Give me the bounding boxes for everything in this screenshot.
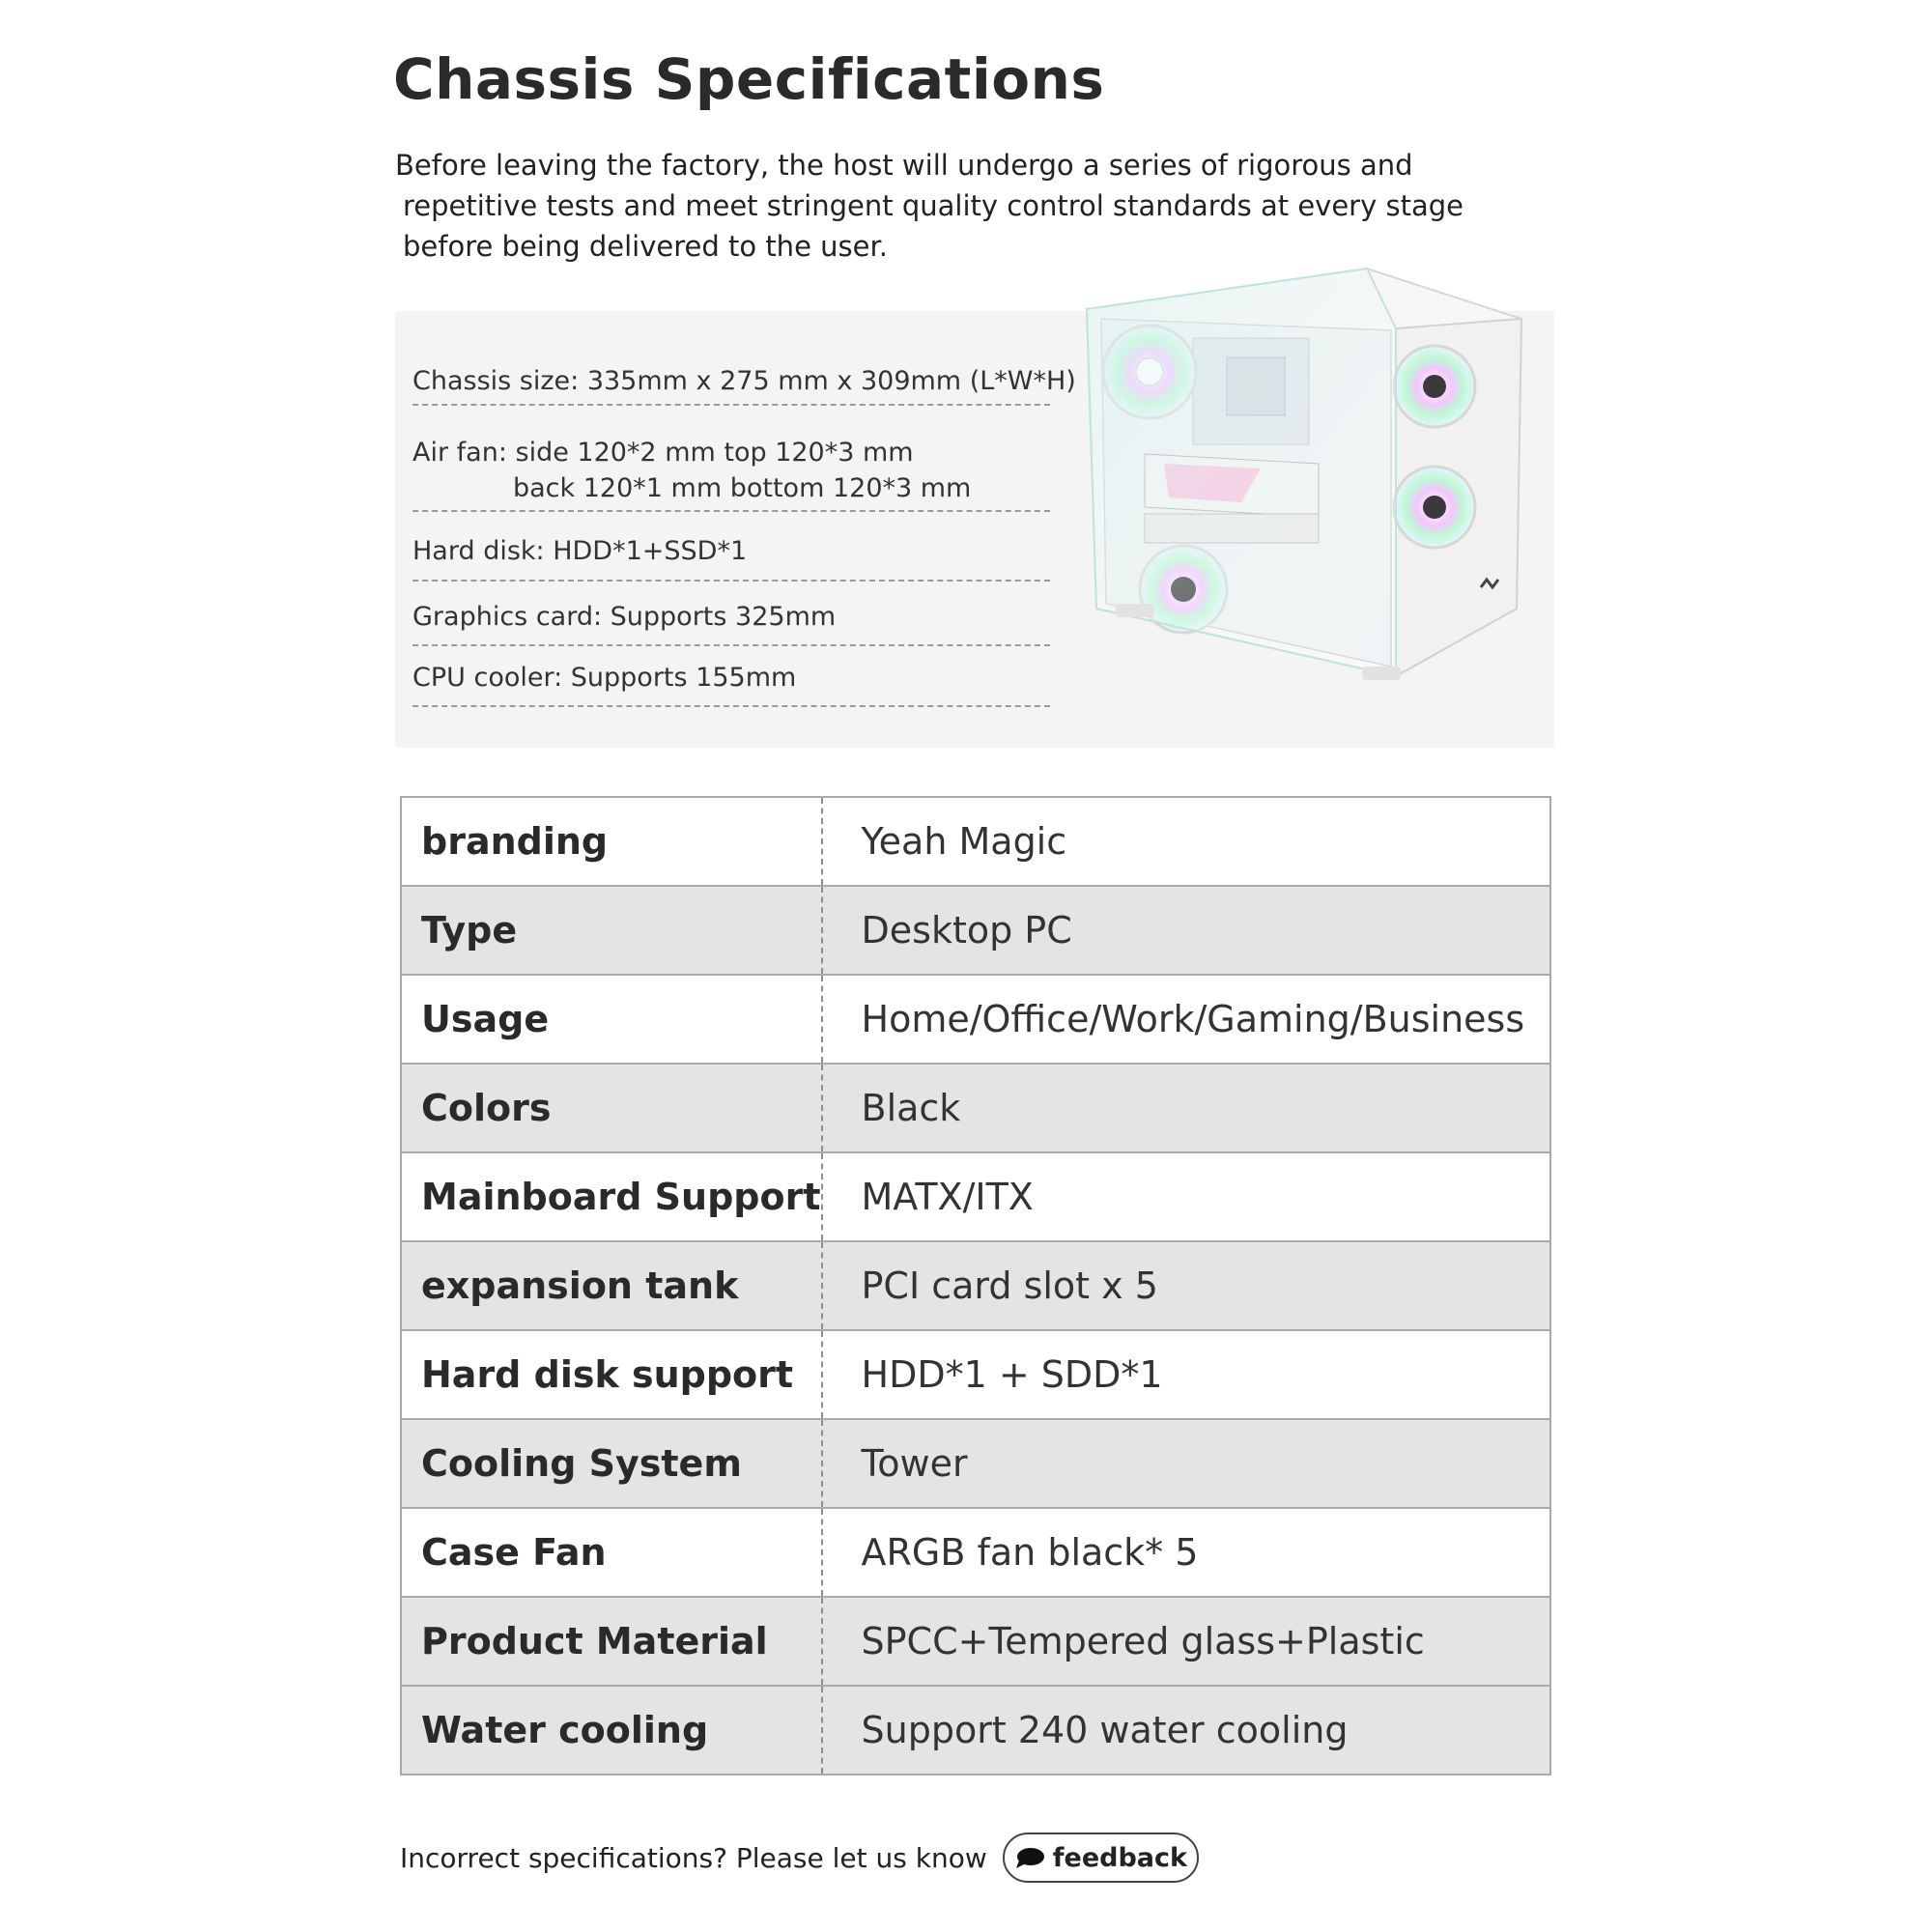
table-label: Case Fan xyxy=(401,1508,822,1597)
spec-table xyxy=(400,796,1551,1776)
table-label: Cooling System xyxy=(401,1419,822,1508)
feedback-button[interactable] xyxy=(1003,1833,1199,1883)
spec-row-graphics-card xyxy=(412,582,1050,646)
table-row xyxy=(401,1597,1550,1686)
table-row xyxy=(401,1064,1550,1152)
table-value: ARGB fan black* 5 xyxy=(822,1508,1551,1597)
spec-air-fan-line-1: Air fan: side 120*2 mm top 120*3 mm xyxy=(412,438,914,468)
table-value: Support 240 water cooling xyxy=(822,1686,1551,1775)
spec-row-cpu-cooler xyxy=(412,646,1050,707)
table-label: Usage xyxy=(401,975,822,1064)
table-value: Desktop PC xyxy=(822,886,1551,975)
feedback-footer xyxy=(400,1829,1199,1887)
intro-line-1: Before leaving the factory, the host will undergo a series of rigorous and xyxy=(395,149,1413,182)
table-row xyxy=(401,1330,1550,1419)
spec-row-hard-disk xyxy=(412,512,1050,582)
table-value: MATX/ITX xyxy=(822,1152,1551,1241)
table-label: Hard disk support xyxy=(401,1330,822,1419)
spec-summary-list xyxy=(412,340,1076,707)
spec-row-chassis-size xyxy=(412,340,1076,406)
spec-cpu-cooler: CPU cooler: Supports 155mm xyxy=(412,663,797,693)
intro-paragraph xyxy=(395,145,1506,267)
table-label: branding xyxy=(401,797,822,886)
spec-chassis-size: Chassis size: 335mm x 275 mm x 309mm (L*W*H) xyxy=(412,366,1076,396)
intro-line-2: repetitive tests and meet stringent quality control standards at every stage xyxy=(403,189,1463,222)
table-value: Tower xyxy=(822,1419,1551,1508)
table-row xyxy=(401,1508,1550,1597)
table-row xyxy=(401,975,1550,1064)
table-row xyxy=(401,1152,1550,1241)
table-label: Colors xyxy=(401,1064,822,1152)
spec-graphics-card: Graphics card: Supports 325mm xyxy=(412,602,837,632)
pc-case-image xyxy=(1077,261,1531,734)
spec-row-air-fan xyxy=(412,406,1050,512)
table-row xyxy=(401,886,1550,975)
table-label: Mainboard Support xyxy=(401,1152,822,1241)
table-value: Black xyxy=(822,1064,1551,1152)
spec-hard-disk: Hard disk: HDD*1+SSD*1 xyxy=(412,536,748,566)
table-label: expansion tank xyxy=(401,1241,822,1330)
spec-air-fan-line-2: back 120*1 mm bottom 120*3 mm xyxy=(513,473,972,503)
table-label: Water cooling xyxy=(401,1686,822,1775)
table-value: Yeah Magic xyxy=(822,797,1551,886)
table-value: PCI card slot x 5 xyxy=(822,1241,1551,1330)
table-row xyxy=(401,1686,1550,1775)
feedback-prompt: Incorrect specifications? Please let us know xyxy=(400,1841,987,1874)
page-title: Chassis Specifications xyxy=(393,46,1105,112)
intro-line-3: before being delivered to the user. xyxy=(403,230,888,263)
table-label: Product Material xyxy=(401,1597,822,1686)
table-row xyxy=(401,1419,1550,1508)
table-row xyxy=(401,797,1550,886)
chat-bubble-icon xyxy=(1014,1846,1045,1869)
table-value: SPCC+Tempered glass+Plastic xyxy=(822,1597,1551,1686)
feedback-button-label: feedback xyxy=(1052,1842,1187,1873)
table-label: Type xyxy=(401,886,822,975)
table-row xyxy=(401,1241,1550,1330)
table-value: Home/Office/Work/Gaming/Business xyxy=(822,975,1551,1064)
table-value: HDD*1 + SDD*1 xyxy=(822,1330,1551,1419)
